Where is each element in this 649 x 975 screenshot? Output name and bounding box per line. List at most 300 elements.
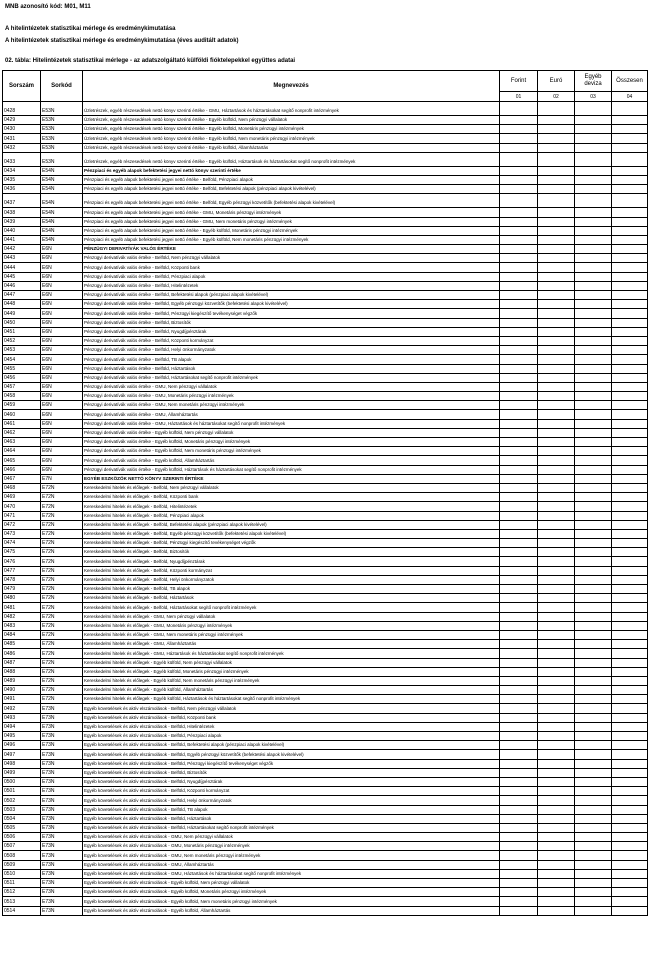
euro-cell[interactable]: [538, 594, 575, 603]
other-currency-cell[interactable]: [575, 768, 612, 777]
other-currency-cell[interactable]: [575, 208, 612, 217]
total-cell[interactable]: [612, 741, 648, 750]
total-cell[interactable]: [612, 759, 648, 768]
euro-cell[interactable]: [538, 630, 575, 639]
forint-cell[interactable]: [500, 364, 538, 373]
total-cell[interactable]: [612, 667, 648, 676]
euro-cell[interactable]: [538, 833, 575, 842]
other-currency-cell[interactable]: [575, 102, 612, 116]
forint-cell[interactable]: [500, 640, 538, 649]
other-currency-cell[interactable]: [575, 291, 612, 300]
euro-cell[interactable]: [538, 842, 575, 851]
forint-cell[interactable]: [500, 833, 538, 842]
total-cell[interactable]: [612, 143, 648, 152]
euro-cell[interactable]: [538, 447, 575, 456]
forint-cell[interactable]: [500, 722, 538, 731]
other-currency-cell[interactable]: [575, 346, 612, 355]
forint-cell[interactable]: [500, 649, 538, 658]
other-currency-cell[interactable]: [575, 566, 612, 575]
euro-cell[interactable]: [538, 511, 575, 520]
euro-cell[interactable]: [538, 346, 575, 355]
euro-cell[interactable]: [538, 152, 575, 166]
other-currency-cell[interactable]: [575, 281, 612, 290]
forint-cell[interactable]: [500, 355, 538, 364]
euro-cell[interactable]: [538, 456, 575, 465]
other-currency-cell[interactable]: [575, 704, 612, 713]
other-currency-cell[interactable]: [575, 713, 612, 722]
total-cell[interactable]: [612, 263, 648, 272]
forint-cell[interactable]: [500, 814, 538, 823]
other-currency-cell[interactable]: [575, 235, 612, 244]
forint-cell[interactable]: [500, 102, 538, 116]
total-cell[interactable]: [612, 226, 648, 235]
forint-cell[interactable]: [500, 143, 538, 152]
total-cell[interactable]: [612, 208, 648, 217]
total-cell[interactable]: [612, 291, 648, 300]
euro-cell[interactable]: [538, 263, 575, 272]
total-cell[interactable]: [612, 300, 648, 309]
other-currency-cell[interactable]: [575, 787, 612, 796]
other-currency-cell[interactable]: [575, 529, 612, 538]
forint-cell[interactable]: [500, 263, 538, 272]
total-cell[interactable]: [612, 557, 648, 566]
other-currency-cell[interactable]: [575, 851, 612, 860]
total-cell[interactable]: [612, 594, 648, 603]
total-cell[interactable]: [612, 483, 648, 492]
forint-cell[interactable]: [500, 373, 538, 382]
other-currency-cell[interactable]: [575, 594, 612, 603]
other-currency-cell[interactable]: [575, 676, 612, 685]
other-currency-cell[interactable]: [575, 410, 612, 419]
euro-cell[interactable]: [538, 419, 575, 428]
total-cell[interactable]: [612, 566, 648, 575]
forint-cell[interactable]: [500, 741, 538, 750]
euro-cell[interactable]: [538, 548, 575, 557]
euro-cell[interactable]: [538, 686, 575, 695]
euro-cell[interactable]: [538, 649, 575, 658]
other-currency-cell[interactable]: [575, 860, 612, 869]
total-cell[interactable]: [612, 621, 648, 630]
other-currency-cell[interactable]: [575, 640, 612, 649]
other-currency-cell[interactable]: [575, 695, 612, 704]
euro-cell[interactable]: [538, 612, 575, 621]
total-cell[interactable]: [612, 373, 648, 382]
forint-cell[interactable]: [500, 134, 538, 143]
euro-cell[interactable]: [538, 640, 575, 649]
forint-cell[interactable]: [500, 695, 538, 704]
euro-cell[interactable]: [538, 575, 575, 584]
other-currency-cell[interactable]: [575, 456, 612, 465]
total-cell[interactable]: [612, 906, 648, 915]
euro-cell[interactable]: [538, 235, 575, 244]
euro-cell[interactable]: [538, 869, 575, 878]
other-currency-cell[interactable]: [575, 474, 612, 483]
euro-cell[interactable]: [538, 392, 575, 401]
euro-cell[interactable]: [538, 796, 575, 805]
total-cell[interactable]: [612, 548, 648, 557]
other-currency-cell[interactable]: [575, 185, 612, 194]
total-cell[interactable]: [612, 539, 648, 548]
euro-cell[interactable]: [538, 483, 575, 492]
forint-cell[interactable]: [500, 566, 538, 575]
forint-cell[interactable]: [500, 419, 538, 428]
forint-cell[interactable]: [500, 116, 538, 125]
euro-cell[interactable]: [538, 102, 575, 116]
total-cell[interactable]: [612, 502, 648, 511]
total-cell[interactable]: [612, 833, 648, 842]
euro-cell[interactable]: [538, 309, 575, 318]
other-currency-cell[interactable]: [575, 272, 612, 281]
other-currency-cell[interactable]: [575, 612, 612, 621]
forint-cell[interactable]: [500, 860, 538, 869]
forint-cell[interactable]: [500, 796, 538, 805]
euro-cell[interactable]: [538, 438, 575, 447]
euro-cell[interactable]: [538, 879, 575, 888]
other-currency-cell[interactable]: [575, 777, 612, 786]
forint-cell[interactable]: [500, 474, 538, 483]
forint-cell[interactable]: [500, 823, 538, 832]
other-currency-cell[interactable]: [575, 833, 612, 842]
forint-cell[interactable]: [500, 185, 538, 194]
euro-cell[interactable]: [538, 291, 575, 300]
forint-cell[interactable]: [500, 428, 538, 437]
total-cell[interactable]: [612, 346, 648, 355]
euro-cell[interactable]: [538, 134, 575, 143]
total-cell[interactable]: [612, 456, 648, 465]
euro-cell[interactable]: [538, 300, 575, 309]
total-cell[interactable]: [612, 630, 648, 639]
forint-cell[interactable]: [500, 888, 538, 897]
total-cell[interactable]: [612, 194, 648, 208]
total-cell[interactable]: [612, 382, 648, 391]
euro-cell[interactable]: [538, 217, 575, 226]
other-currency-cell[interactable]: [575, 373, 612, 382]
other-currency-cell[interactable]: [575, 557, 612, 566]
forint-cell[interactable]: [500, 194, 538, 208]
euro-cell[interactable]: [538, 226, 575, 235]
other-currency-cell[interactable]: [575, 364, 612, 373]
total-cell[interactable]: [612, 245, 648, 254]
total-cell[interactable]: [612, 529, 648, 538]
total-cell[interactable]: [612, 364, 648, 373]
total-cell[interactable]: [612, 585, 648, 594]
total-cell[interactable]: [612, 842, 648, 851]
forint-cell[interactable]: [500, 208, 538, 217]
forint-cell[interactable]: [500, 851, 538, 860]
other-currency-cell[interactable]: [575, 805, 612, 814]
euro-cell[interactable]: [538, 336, 575, 345]
total-cell[interactable]: [612, 869, 648, 878]
euro-cell[interactable]: [538, 428, 575, 437]
euro-cell[interactable]: [538, 355, 575, 364]
forint-cell[interactable]: [500, 686, 538, 695]
euro-cell[interactable]: [538, 851, 575, 860]
other-currency-cell[interactable]: [575, 428, 612, 437]
forint-cell[interactable]: [500, 658, 538, 667]
forint-cell[interactable]: [500, 777, 538, 786]
forint-cell[interactable]: [500, 346, 538, 355]
euro-cell[interactable]: [538, 410, 575, 419]
euro-cell[interactable]: [538, 704, 575, 713]
total-cell[interactable]: [612, 732, 648, 741]
forint-cell[interactable]: [500, 612, 538, 621]
total-cell[interactable]: [612, 777, 648, 786]
forint-cell[interactable]: [500, 281, 538, 290]
euro-cell[interactable]: [538, 493, 575, 502]
other-currency-cell[interactable]: [575, 520, 612, 529]
euro-cell[interactable]: [538, 194, 575, 208]
forint-cell[interactable]: [500, 603, 538, 612]
other-currency-cell[interactable]: [575, 327, 612, 336]
other-currency-cell[interactable]: [575, 318, 612, 327]
other-currency-cell[interactable]: [575, 502, 612, 511]
other-currency-cell[interactable]: [575, 906, 612, 915]
forint-cell[interactable]: [500, 511, 538, 520]
other-currency-cell[interactable]: [575, 603, 612, 612]
total-cell[interactable]: [612, 511, 648, 520]
total-cell[interactable]: [612, 603, 648, 612]
other-currency-cell[interactable]: [575, 585, 612, 594]
forint-cell[interactable]: [500, 465, 538, 474]
euro-cell[interactable]: [538, 254, 575, 263]
forint-cell[interactable]: [500, 879, 538, 888]
total-cell[interactable]: [612, 768, 648, 777]
euro-cell[interactable]: [538, 272, 575, 281]
total-cell[interactable]: [612, 447, 648, 456]
other-currency-cell[interactable]: [575, 741, 612, 750]
euro-cell[interactable]: [538, 897, 575, 906]
total-cell[interactable]: [612, 327, 648, 336]
forint-cell[interactable]: [500, 585, 538, 594]
forint-cell[interactable]: [500, 768, 538, 777]
forint-cell[interactable]: [500, 548, 538, 557]
total-cell[interactable]: [612, 704, 648, 713]
total-cell[interactable]: [612, 686, 648, 695]
other-currency-cell[interactable]: [575, 382, 612, 391]
total-cell[interactable]: [612, 134, 648, 143]
euro-cell[interactable]: [538, 823, 575, 832]
forint-cell[interactable]: [500, 438, 538, 447]
total-cell[interactable]: [612, 309, 648, 318]
other-currency-cell[interactable]: [575, 575, 612, 584]
forint-cell[interactable]: [500, 493, 538, 502]
other-currency-cell[interactable]: [575, 823, 612, 832]
other-currency-cell[interactable]: [575, 143, 612, 152]
euro-cell[interactable]: [538, 906, 575, 915]
euro-cell[interactable]: [538, 888, 575, 897]
euro-cell[interactable]: [538, 245, 575, 254]
other-currency-cell[interactable]: [575, 263, 612, 272]
total-cell[interactable]: [612, 787, 648, 796]
forint-cell[interactable]: [500, 392, 538, 401]
total-cell[interactable]: [612, 520, 648, 529]
total-cell[interactable]: [612, 823, 648, 832]
other-currency-cell[interactable]: [575, 722, 612, 731]
euro-cell[interactable]: [538, 805, 575, 814]
forint-cell[interactable]: [500, 125, 538, 134]
other-currency-cell[interactable]: [575, 879, 612, 888]
total-cell[interactable]: [612, 750, 648, 759]
euro-cell[interactable]: [538, 787, 575, 796]
euro-cell[interactable]: [538, 695, 575, 704]
total-cell[interactable]: [612, 217, 648, 226]
other-currency-cell[interactable]: [575, 686, 612, 695]
total-cell[interactable]: [612, 272, 648, 281]
forint-cell[interactable]: [500, 805, 538, 814]
total-cell[interactable]: [612, 355, 648, 364]
other-currency-cell[interactable]: [575, 166, 612, 175]
euro-cell[interactable]: [538, 860, 575, 869]
forint-cell[interactable]: [500, 906, 538, 915]
other-currency-cell[interactable]: [575, 732, 612, 741]
total-cell[interactable]: [612, 897, 648, 906]
euro-cell[interactable]: [538, 143, 575, 152]
other-currency-cell[interactable]: [575, 658, 612, 667]
forint-cell[interactable]: [500, 254, 538, 263]
forint-cell[interactable]: [500, 842, 538, 851]
other-currency-cell[interactable]: [575, 447, 612, 456]
euro-cell[interactable]: [538, 281, 575, 290]
euro-cell[interactable]: [538, 750, 575, 759]
forint-cell[interactable]: [500, 897, 538, 906]
euro-cell[interactable]: [538, 722, 575, 731]
forint-cell[interactable]: [500, 217, 538, 226]
total-cell[interactable]: [612, 318, 648, 327]
total-cell[interactable]: [612, 713, 648, 722]
total-cell[interactable]: [612, 175, 648, 184]
euro-cell[interactable]: [538, 125, 575, 134]
total-cell[interactable]: [612, 851, 648, 860]
euro-cell[interactable]: [538, 585, 575, 594]
forint-cell[interactable]: [500, 235, 538, 244]
other-currency-cell[interactable]: [575, 355, 612, 364]
other-currency-cell[interactable]: [575, 217, 612, 226]
total-cell[interactable]: [612, 125, 648, 134]
forint-cell[interactable]: [500, 594, 538, 603]
forint-cell[interactable]: [500, 732, 538, 741]
euro-cell[interactable]: [538, 364, 575, 373]
total-cell[interactable]: [612, 166, 648, 175]
other-currency-cell[interactable]: [575, 309, 612, 318]
other-currency-cell[interactable]: [575, 539, 612, 548]
euro-cell[interactable]: [538, 621, 575, 630]
other-currency-cell[interactable]: [575, 465, 612, 474]
euro-cell[interactable]: [538, 520, 575, 529]
total-cell[interactable]: [612, 438, 648, 447]
total-cell[interactable]: [612, 860, 648, 869]
forint-cell[interactable]: [500, 676, 538, 685]
total-cell[interactable]: [612, 235, 648, 244]
other-currency-cell[interactable]: [575, 814, 612, 823]
forint-cell[interactable]: [500, 245, 538, 254]
other-currency-cell[interactable]: [575, 254, 612, 263]
euro-cell[interactable]: [538, 676, 575, 685]
total-cell[interactable]: [612, 281, 648, 290]
forint-cell[interactable]: [500, 483, 538, 492]
forint-cell[interactable]: [500, 456, 538, 465]
forint-cell[interactable]: [500, 575, 538, 584]
total-cell[interactable]: [612, 152, 648, 166]
total-cell[interactable]: [612, 658, 648, 667]
forint-cell[interactable]: [500, 750, 538, 759]
other-currency-cell[interactable]: [575, 392, 612, 401]
euro-cell[interactable]: [538, 732, 575, 741]
other-currency-cell[interactable]: [575, 300, 612, 309]
total-cell[interactable]: [612, 254, 648, 263]
other-currency-cell[interactable]: [575, 483, 612, 492]
other-currency-cell[interactable]: [575, 548, 612, 557]
other-currency-cell[interactable]: [575, 336, 612, 345]
total-cell[interactable]: [612, 465, 648, 474]
total-cell[interactable]: [612, 722, 648, 731]
euro-cell[interactable]: [538, 373, 575, 382]
forint-cell[interactable]: [500, 539, 538, 548]
euro-cell[interactable]: [538, 327, 575, 336]
total-cell[interactable]: [612, 796, 648, 805]
forint-cell[interactable]: [500, 759, 538, 768]
euro-cell[interactable]: [538, 667, 575, 676]
forint-cell[interactable]: [500, 226, 538, 235]
other-currency-cell[interactable]: [575, 116, 612, 125]
total-cell[interactable]: [612, 392, 648, 401]
total-cell[interactable]: [612, 116, 648, 125]
euro-cell[interactable]: [538, 741, 575, 750]
euro-cell[interactable]: [538, 566, 575, 575]
total-cell[interactable]: [612, 612, 648, 621]
total-cell[interactable]: [612, 879, 648, 888]
euro-cell[interactable]: [538, 814, 575, 823]
other-currency-cell[interactable]: [575, 649, 612, 658]
total-cell[interactable]: [612, 336, 648, 345]
total-cell[interactable]: [612, 185, 648, 194]
total-cell[interactable]: [612, 695, 648, 704]
other-currency-cell[interactable]: [575, 796, 612, 805]
euro-cell[interactable]: [538, 382, 575, 391]
other-currency-cell[interactable]: [575, 134, 612, 143]
other-currency-cell[interactable]: [575, 750, 612, 759]
total-cell[interactable]: [612, 493, 648, 502]
total-cell[interactable]: [612, 888, 648, 897]
other-currency-cell[interactable]: [575, 175, 612, 184]
other-currency-cell[interactable]: [575, 493, 612, 502]
euro-cell[interactable]: [538, 474, 575, 483]
forint-cell[interactable]: [500, 291, 538, 300]
forint-cell[interactable]: [500, 787, 538, 796]
other-currency-cell[interactable]: [575, 667, 612, 676]
forint-cell[interactable]: [500, 382, 538, 391]
other-currency-cell[interactable]: [575, 245, 612, 254]
total-cell[interactable]: [612, 676, 648, 685]
forint-cell[interactable]: [500, 447, 538, 456]
total-cell[interactable]: [612, 575, 648, 584]
forint-cell[interactable]: [500, 401, 538, 410]
forint-cell[interactable]: [500, 309, 538, 318]
other-currency-cell[interactable]: [575, 152, 612, 166]
euro-cell[interactable]: [538, 768, 575, 777]
other-currency-cell[interactable]: [575, 621, 612, 630]
total-cell[interactable]: [612, 419, 648, 428]
total-cell[interactable]: [612, 102, 648, 116]
total-cell[interactable]: [612, 401, 648, 410]
total-cell[interactable]: [612, 640, 648, 649]
other-currency-cell[interactable]: [575, 125, 612, 134]
forint-cell[interactable]: [500, 300, 538, 309]
euro-cell[interactable]: [538, 539, 575, 548]
forint-cell[interactable]: [500, 713, 538, 722]
euro-cell[interactable]: [538, 713, 575, 722]
forint-cell[interactable]: [500, 667, 538, 676]
total-cell[interactable]: [612, 428, 648, 437]
